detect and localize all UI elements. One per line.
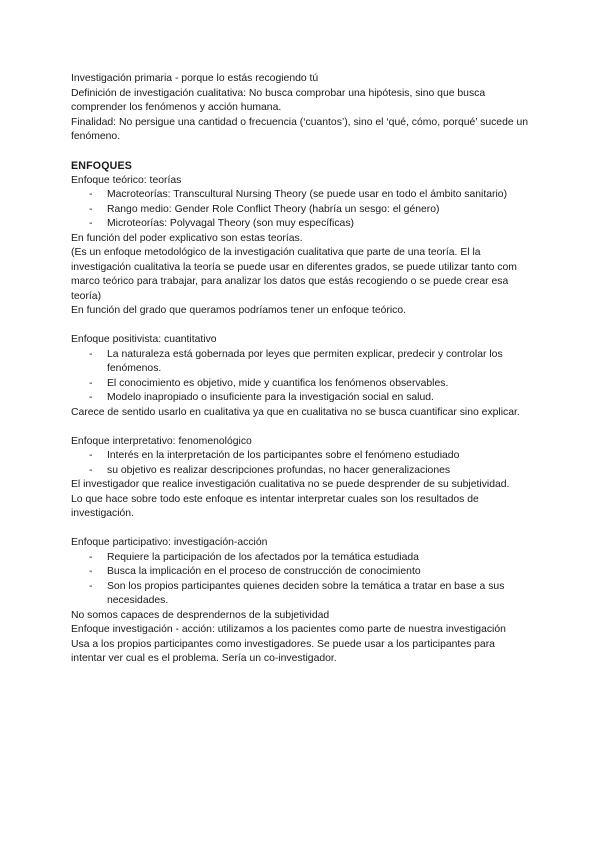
intro-line-primary: Investigación primaria - porque lo estás recogiendo tú: [71, 73, 319, 84]
enfoque-positivista-paragraph: Carece de sentido usarlo en cualitativa ya que en cualitativa no se busca cuantificar sino explicar.: [71, 406, 520, 418]
enfoque-positivista-title: Enfoque positivista: cuantitativo: [71, 334, 217, 345]
section-heading-enfoques: ENFOQUES: [71, 160, 133, 172]
enfoque-participativo-list: [71, 551, 531, 609]
list-item: - La naturaleza está gobernada por leyes que permiten explicar, predecir y controlar los fenómenos.: [71, 348, 531, 377]
intro-line-definition: Definición de investigación cualitativa: No busca comprobar una hipótesis, sino que busca comprender los fenómenos y acción humana.: [71, 87, 486, 113]
list-item: - Interés en la interpretación de los participantes sobre el fenómeno estudiado: [71, 449, 531, 464]
enfoque-participativo-paragraph: Usa a los propios participantes como investigadores. Se puede usar a los participantes para intentar ver cual es el problema. Sería un co-investigador.: [71, 638, 495, 664]
intro-line-finalidad: Finalidad: No persigue una cantidad o frecuencia (‘cuantos’), sino el ‘qué, cómo, porqué’ sucede un fenómeno.: [71, 116, 529, 142]
list-item: - Requiere la participación de los afectados por la temática estudiada: [71, 551, 531, 566]
enfoque-teorico-paragraph: En función del grado que queramos podríamos tener un enfoque teórico.: [71, 305, 407, 316]
list-item: - Busca la implicación en el proceso de construcción de conocimiento: [71, 565, 531, 580]
enfoque-teorico-list: [71, 188, 531, 232]
enfoque-interpretativo-paragraph: Lo que hace sobre todo este enfoque es intentar interpretar cuales son los resultados de investigación.: [71, 493, 479, 519]
enfoque-teorico-paragraph: (Es un enfoque metodológico de la investigación cualitativa que parte de una teoría. El la investigación cualitativa la teoría se puede usar en diferentes grados, se puede utilizar tanto com marco teórico para trabajar, para analizar los datos que estás recogiendo o se puede crear esa teoría): [71, 247, 517, 302]
list-item: - Macroteorías: Transcultural Nursing Theory (se puede usar en todo el ámbito sanitario): [71, 188, 531, 203]
enfoque-participativo-title: Enfoque participativo: investigación-acción: [71, 537, 268, 548]
enfoque-interpretativo-list: [71, 449, 531, 478]
enfoque-interpretativo-title: Enfoque interpretativo: fenomenológico: [71, 435, 252, 447]
list-item: - Microteorías: Polyvagal Theory (son muy específicas): [71, 217, 531, 232]
list-item: - Son los propios participantes quienes deciden sobre la temática a tratar en base a sus necesidades.: [71, 580, 531, 609]
enfoque-positivista-list: [71, 348, 531, 406]
list-item: - Modelo inapropiado o insuficiente para la investigación social en salud.: [71, 391, 531, 406]
enfoque-teorico-paragraph: En función del poder explicativo son estas teorías.: [71, 232, 303, 244]
document-body: [71, 72, 531, 667]
list-item: - Rango medio: Gender Role Conflict Theory (habría un sesgo: el género): [71, 203, 531, 218]
enfoque-participativo-paragraph: Enfoque investigación - acción: utilizamos a los pacientes como parte de nuestra investigación: [71, 624, 506, 635]
enfoque-interpretativo-paragraph: El investigador que realice investigación cualitativa no se puede desprender de su subjetividad.: [71, 479, 510, 490]
list-item: - El conocimiento es objetivo, mide y cuantifica los fenómenos observables.: [71, 377, 531, 392]
enfoque-participativo-paragraph: No somos capaces de desprendernos de la subjetividad: [71, 609, 330, 621]
enfoque-teorico-title: Enfoque teórico: teorías: [71, 174, 182, 186]
list-item: - su objetivo es realizar descripciones profundas, no hacer generalizaciones: [71, 464, 531, 479]
